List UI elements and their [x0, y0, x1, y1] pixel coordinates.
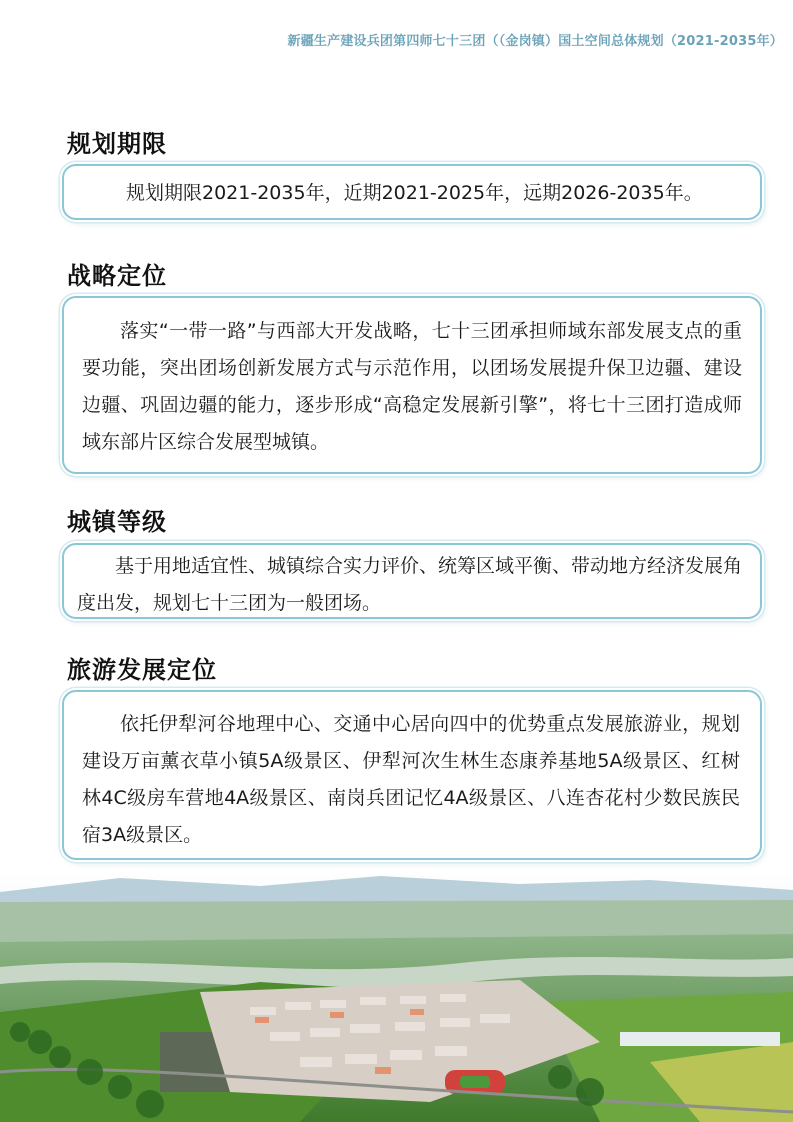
document-header-title: 新疆生产建设兵团第四师七十三团（（金岗镇）国土空间总体规划（2021-2035年） [287, 34, 783, 49]
tourism-positioning-text: 依托伊犁河谷地理中心、交通中心居向四中的优势重点发展旅游业，规划建设万亩薰衣草小镇5A级景区、伊犁河次生林生态康养基地5A级景区、红树林4C级房车营地4A级景区、南岗兵团记忆4A级景区、八连杏花村少数民族民宿3A级景区。 [82, 713, 740, 846]
section-title-strategic-positioning: 战略定位 [67, 262, 167, 290]
strategic-positioning-box [62, 296, 762, 474]
aerial-photo-illustration [0, 872, 793, 1122]
section-title-tourism-positioning: 旅游发展定位 [67, 656, 217, 684]
town-level-box [62, 543, 762, 619]
strategic-positioning-text: 落实“一带一路”与西部大开发战略，七十三团承担师域东部发展支点的重要功能，突出团场创新发展方式与示范作用，以团场发展提升保卫边疆、建设边疆、巩固边疆的能力，逐步形成“高稳定发展新引擎”，将七十三团打造成师域东部片区综合发展型城镇。 [82, 320, 742, 453]
tourism-positioning-box [62, 690, 762, 860]
aerial-town-photo [0, 872, 793, 1122]
town-level-text: 基于用地适宜性、城镇综合实力评价、统筹区域平衡、带动地方经济发展角度出发，规划七十三团为一般团场。 [77, 555, 743, 614]
planning-period-box [62, 164, 762, 220]
section-title-planning-period: 规划期限 [67, 130, 167, 158]
planning-period-text: 规划期限2021-2035年，近期2021-2025年，远期2026-2035年。 [126, 182, 703, 204]
section-title-town-level: 城镇等级 [67, 508, 167, 536]
